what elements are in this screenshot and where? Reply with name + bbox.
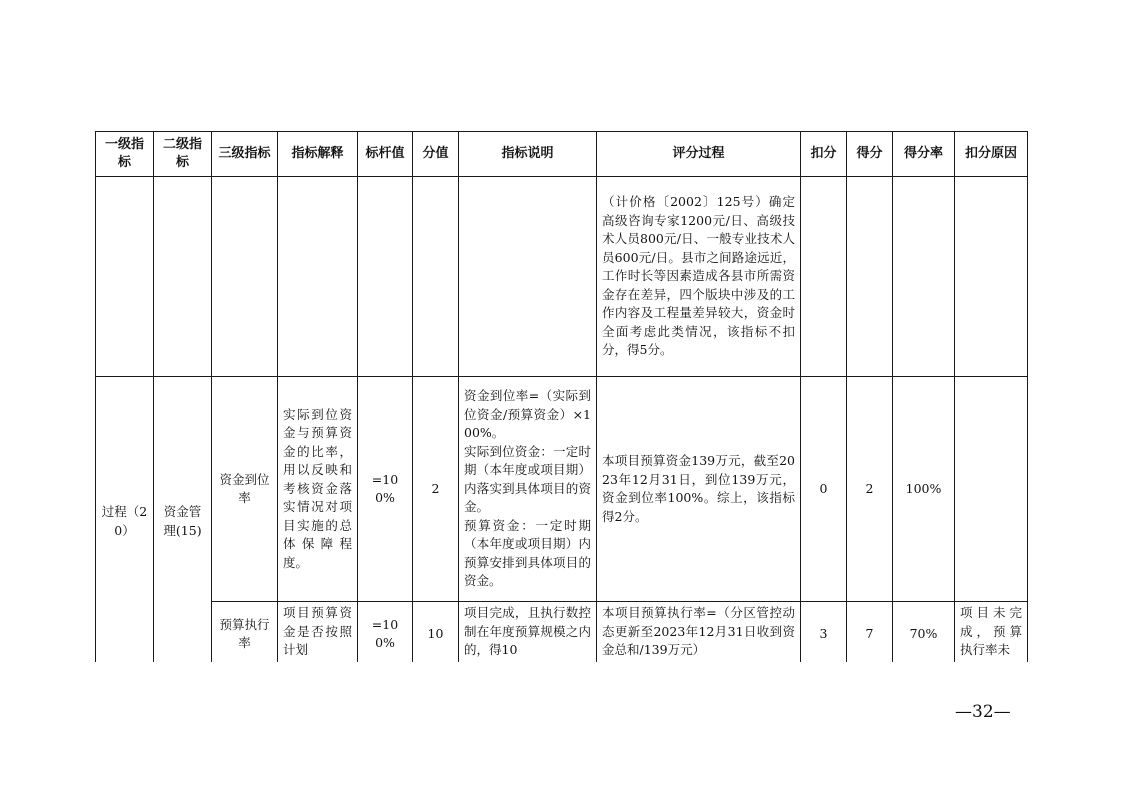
description-formula: 资金到位率=（实际到位资金/预算资金）×100%。 (464, 388, 591, 441)
evaluation-table-frame (95, 131, 1028, 662)
header-score-rate: 得分率 (893, 132, 955, 177)
table-row (96, 602, 1028, 663)
cell-empty (847, 177, 893, 377)
cell-empty (459, 177, 597, 377)
cell-empty (893, 177, 955, 377)
cell-level2: 资金管理(15) (154, 377, 212, 663)
cell-empty (154, 177, 212, 377)
cell-score-value: 2 (413, 377, 459, 602)
cell-score: 2 (847, 377, 893, 602)
header-level1: 一级指标 (96, 132, 154, 177)
header-scoring-process: 评分过程 (597, 132, 801, 177)
page-number: —32— (955, 702, 1011, 722)
cell-empty (278, 177, 358, 377)
cell-deduction: 0 (801, 377, 847, 602)
cell-scoring-process: 本项目预算执行率=（分区管控动态更新至2023年12月31日收到资金总和/139万元） (597, 602, 801, 663)
header-explanation: 指标解释 (278, 132, 358, 177)
cell-explanation: 实际到位资金与预算资金的比率，用以反映和考核资金落实情况对项目实施的总体保障程度。 (278, 377, 358, 602)
cell-deduction: 3 (801, 602, 847, 663)
cell-level3: 预算执行率 (212, 602, 278, 663)
header-reason: 扣分原因 (955, 132, 1028, 177)
cell-empty (801, 177, 847, 377)
cell-empty (212, 177, 278, 377)
cell-score-value: 10 (413, 602, 459, 663)
cell-empty (96, 177, 154, 377)
header-score: 得分 (847, 132, 893, 177)
cell-level3: 资金到位率 (212, 377, 278, 602)
cell-score: 7 (847, 602, 893, 663)
cell-score-rate: 70% (893, 602, 955, 663)
cell-score-rate: 100% (893, 377, 955, 602)
cell-description (459, 377, 597, 602)
evaluation-table (95, 131, 1028, 662)
description-actual-funds: 实际到位资金：一定时期（本年度或项目期）内落实到具体项目的资金。 (464, 443, 591, 515)
cell-benchmark: =100% (358, 602, 413, 663)
cell-empty (955, 177, 1028, 377)
header-deduction: 扣分 (801, 132, 847, 177)
cell-reason (955, 377, 1028, 602)
table-header-row (96, 132, 1028, 177)
header-level3: 三级指标 (212, 132, 278, 177)
table-row (96, 177, 1028, 377)
description-budget-funds: 预算资金：一定时期（本年度或项目期）内预算安排到具体项目的资金。 (464, 517, 591, 589)
cell-scoring-process: （计价格〔2002〕125号）确定高级咨询专家1200元/日、高级技术人员800元/日、一般专业技术人员600元/日。县市之间路途远近，工作时长等因素造成各县市所需资金存在差异，四个版块中涉及的工作内容及工程量差异较大，资金时全面考虑此类情况，该指标不扣分，得5分。 (597, 177, 801, 377)
cell-description: 项目完成，且执行数控制在年度预算规模之内的，得10 (459, 602, 597, 663)
cell-level1: 过程（20） (96, 377, 154, 663)
cell-reason: 项目未完成，预算执行率未 (955, 602, 1028, 663)
table-row (96, 377, 1028, 602)
cell-empty (413, 177, 459, 377)
cell-scoring-process: 本项目预算资金139万元，截至2023年12月31日，到位139万元，资金到位率100%。综上，该指标得2分。 (597, 377, 801, 602)
header-score-value: 分值 (413, 132, 459, 177)
cell-benchmark: =100% (358, 377, 413, 602)
cell-empty (358, 177, 413, 377)
header-description: 指标说明 (459, 132, 597, 177)
header-level2: 二级指标 (154, 132, 212, 177)
header-benchmark: 标杆值 (358, 132, 413, 177)
cell-explanation: 项目预算资金是否按照计划 (278, 602, 358, 663)
